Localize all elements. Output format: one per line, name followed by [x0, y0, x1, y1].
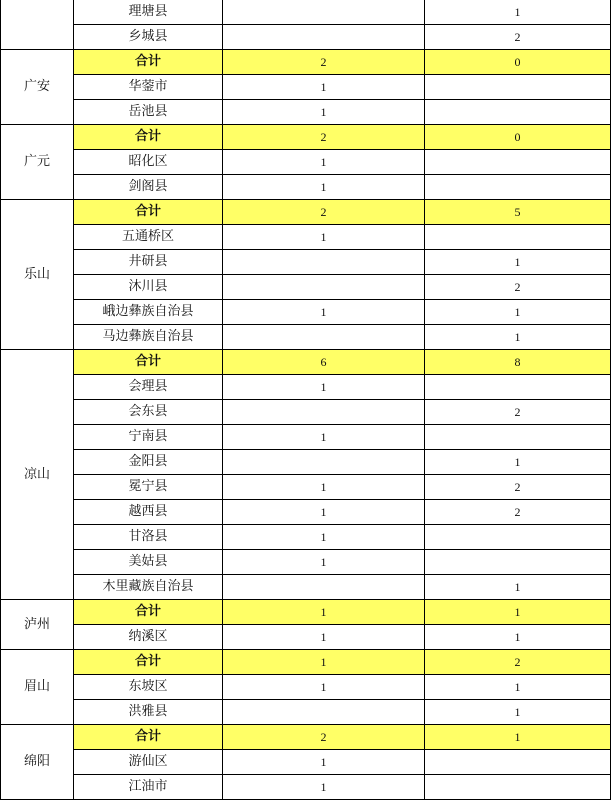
table-row: [1, 25, 611, 50]
county-name-cell[interactable]: 美姑县: [74, 550, 223, 575]
value-a-cell[interactable]: 1: [223, 225, 425, 250]
value-a-cell[interactable]: 1: [223, 525, 425, 550]
county-name-cell[interactable]: 理塘县: [74, 0, 223, 25]
table-row: [1, 300, 611, 325]
county-name-cell[interactable]: 会理县: [74, 375, 223, 400]
value-a-cell[interactable]: 1: [223, 675, 425, 700]
table-row: [1, 700, 611, 725]
county-name-cell[interactable]: 乡城县: [74, 25, 223, 50]
summary-row: [1, 650, 611, 675]
table-row: [1, 525, 611, 550]
value-b-cell[interactable]: [425, 750, 611, 775]
county-name-cell[interactable]: 甘洛县: [74, 525, 223, 550]
value-a-cell[interactable]: 2: [223, 200, 425, 225]
value-b-cell[interactable]: 2: [425, 275, 611, 300]
value-b-cell[interactable]: 8: [425, 350, 611, 375]
total-label-cell[interactable]: 合计: [74, 350, 223, 375]
value-a-cell[interactable]: 1: [223, 750, 425, 775]
city-cell[interactable]: 广安: [1, 50, 74, 125]
county-name-cell[interactable]: 剑阁县: [74, 175, 223, 200]
table-row: [1, 750, 611, 775]
table-row: [1, 575, 611, 600]
value-b-cell[interactable]: 1: [425, 300, 611, 325]
value-b-cell[interactable]: [425, 75, 611, 100]
county-name-cell[interactable]: 江油市: [74, 775, 223, 800]
table-row: [1, 325, 611, 350]
value-b-cell[interactable]: 2: [425, 475, 611, 500]
value-a-cell[interactable]: [223, 575, 425, 600]
table-row: [1, 275, 611, 300]
city-cell[interactable]: 眉山: [1, 650, 74, 725]
table-row: [1, 0, 611, 25]
value-a-cell[interactable]: 1: [223, 500, 425, 525]
value-a-cell[interactable]: [223, 250, 425, 275]
county-name-cell[interactable]: 宁南县: [74, 425, 223, 450]
value-b-cell[interactable]: 1: [425, 700, 611, 725]
value-b-cell[interactable]: [425, 150, 611, 175]
table-body: [1, 0, 611, 800]
county-name-cell[interactable]: 五通桥区: [74, 225, 223, 250]
total-label-cell[interactable]: 合计: [74, 650, 223, 675]
table-row: [1, 150, 611, 175]
value-b-cell[interactable]: 1: [425, 600, 611, 625]
value-b-cell[interactable]: [425, 775, 611, 800]
value-a-cell[interactable]: 1: [223, 425, 425, 450]
city-cell[interactable]: 乐山: [1, 200, 74, 350]
table-row: [1, 225, 611, 250]
county-name-cell[interactable]: 木里藏族自治县: [74, 575, 223, 600]
county-name-cell[interactable]: 冕宁县: [74, 475, 223, 500]
total-label-cell[interactable]: 合计: [74, 125, 223, 150]
total-label-cell[interactable]: 合计: [74, 200, 223, 225]
value-b-cell[interactable]: 2: [425, 25, 611, 50]
value-b-cell[interactable]: [425, 100, 611, 125]
value-b-cell[interactable]: [425, 525, 611, 550]
city-cell[interactable]: 凉山: [1, 350, 74, 600]
total-label-cell[interactable]: 合计: [74, 50, 223, 75]
value-b-cell[interactable]: 0: [425, 125, 611, 150]
value-a-cell[interactable]: 6: [223, 350, 425, 375]
value-b-cell[interactable]: 1: [425, 450, 611, 475]
value-a-cell[interactable]: [223, 400, 425, 425]
value-a-cell[interactable]: 1: [223, 300, 425, 325]
value-a-cell[interactable]: [223, 325, 425, 350]
county-name-cell[interactable]: 游仙区: [74, 750, 223, 775]
table-row: [1, 500, 611, 525]
value-b-cell[interactable]: 2: [425, 400, 611, 425]
total-label-cell[interactable]: 合计: [74, 600, 223, 625]
county-name-cell[interactable]: 井研县: [74, 250, 223, 275]
county-name-cell[interactable]: 东坡区: [74, 675, 223, 700]
value-a-cell[interactable]: 2: [223, 725, 425, 750]
value-a-cell[interactable]: 1: [223, 550, 425, 575]
value-b-cell[interactable]: [425, 225, 611, 250]
value-b-cell[interactable]: 1: [425, 725, 611, 750]
value-a-cell[interactable]: 1: [223, 600, 425, 625]
value-a-cell[interactable]: 2: [223, 125, 425, 150]
county-name-cell[interactable]: 纳溪区: [74, 625, 223, 650]
summary-row: [1, 50, 611, 75]
table-row: [1, 550, 611, 575]
value-a-cell[interactable]: [223, 450, 425, 475]
county-name-cell[interactable]: 洪雅县: [74, 700, 223, 725]
table-row: [1, 100, 611, 125]
value-a-cell[interactable]: 2: [223, 50, 425, 75]
table-row: [1, 425, 611, 450]
value-b-cell[interactable]: [425, 375, 611, 400]
table-row: [1, 450, 611, 475]
county-name-cell[interactable]: 华蓥市: [74, 75, 223, 100]
value-b-cell[interactable]: 5: [425, 200, 611, 225]
value-a-cell[interactable]: [223, 700, 425, 725]
value-a-cell[interactable]: 1: [223, 100, 425, 125]
total-label-cell[interactable]: 合计: [74, 725, 223, 750]
summary-row: [1, 725, 611, 750]
summary-row: [1, 125, 611, 150]
value-a-cell[interactable]: 1: [223, 650, 425, 675]
summary-row: [1, 600, 611, 625]
value-b-cell[interactable]: 0: [425, 50, 611, 75]
value-b-cell[interactable]: [425, 550, 611, 575]
value-a-cell[interactable]: 1: [223, 775, 425, 800]
value-b-cell[interactable]: 1: [425, 250, 611, 275]
value-a-cell[interactable]: 1: [223, 475, 425, 500]
value-b-cell[interactable]: 1: [425, 675, 611, 700]
value-b-cell[interactable]: [425, 175, 611, 200]
value-a-cell[interactable]: [223, 0, 425, 25]
summary-row: [1, 200, 611, 225]
county-name-cell[interactable]: 峨边彝族自治县: [74, 300, 223, 325]
county-name-cell[interactable]: 岳池县: [74, 100, 223, 125]
value-b-cell[interactable]: 2: [425, 500, 611, 525]
value-a-cell[interactable]: [223, 25, 425, 50]
summary-row: [1, 350, 611, 375]
city-cell[interactable]: 广元: [1, 125, 74, 200]
county-name-cell[interactable]: 昭化区: [74, 150, 223, 175]
value-b-cell[interactable]: 1: [425, 325, 611, 350]
table-row: [1, 175, 611, 200]
value-a-cell[interactable]: 1: [223, 150, 425, 175]
value-b-cell[interactable]: 1: [425, 575, 611, 600]
city-cell[interactable]: [1, 0, 74, 50]
value-a-cell[interactable]: 1: [223, 75, 425, 100]
table-row: [1, 250, 611, 275]
value-a-cell[interactable]: 1: [223, 175, 425, 200]
value-b-cell[interactable]: [425, 425, 611, 450]
table-row: [1, 375, 611, 400]
table-row: [1, 675, 611, 700]
county-name-cell[interactable]: 金阳县: [74, 450, 223, 475]
value-a-cell[interactable]: [223, 275, 425, 300]
value-a-cell[interactable]: 1: [223, 375, 425, 400]
county-name-cell[interactable]: 沐川县: [74, 275, 223, 300]
value-b-cell[interactable]: 1: [425, 0, 611, 25]
table-row: [1, 75, 611, 100]
table-row: [1, 775, 611, 800]
city-cell[interactable]: 泸州: [1, 600, 74, 650]
county-name-cell[interactable]: 马边彝族自治县: [74, 325, 223, 350]
value-b-cell[interactable]: 2: [425, 650, 611, 675]
value-a-cell[interactable]: 1: [223, 625, 425, 650]
city-cell[interactable]: 绵阳: [1, 725, 74, 800]
county-name-cell[interactable]: 越西县: [74, 500, 223, 525]
table-row: [1, 400, 611, 425]
table-row: [1, 625, 611, 650]
table-row: [1, 475, 611, 500]
county-name-cell[interactable]: 会东县: [74, 400, 223, 425]
value-b-cell[interactable]: 1: [425, 625, 611, 650]
